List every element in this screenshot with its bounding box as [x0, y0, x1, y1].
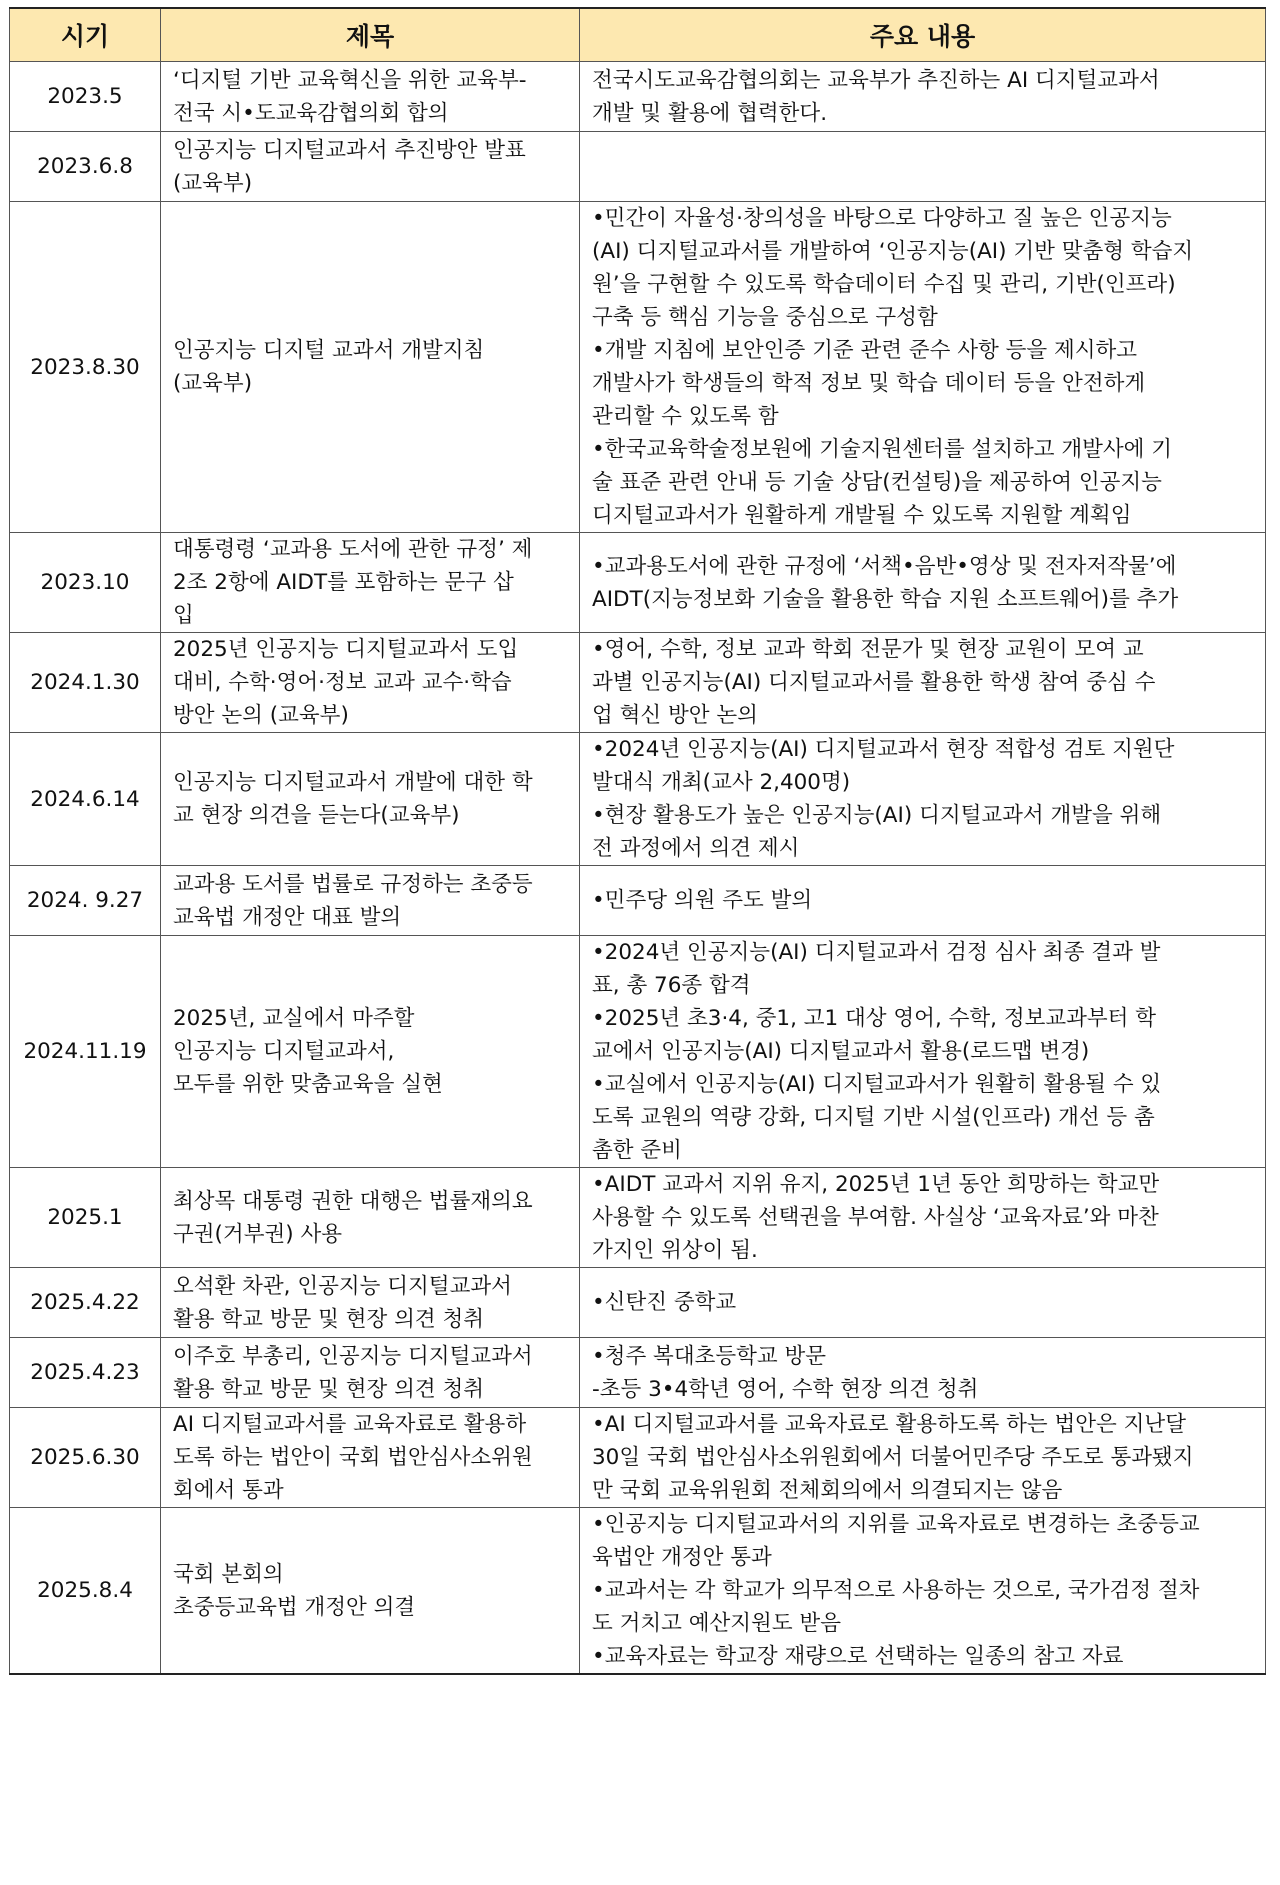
title-line: 방안 논의 (교육부) [173, 703, 349, 728]
content-line: •청주 복대초등학교 방문 [592, 1343, 827, 1369]
title-line: 인공지능 디지털 교과서 개발지침 [173, 338, 485, 363]
table-row [10, 533, 1266, 633]
header-title: 제목 [161, 8, 580, 62]
cell-date: 2025.8.4 [10, 1508, 161, 1675]
content-line: •교육자료는 학교장 재량으로 선택하는 일종의 참고 자료 [592, 1644, 1124, 1669]
cell-title [161, 733, 580, 866]
cell-title [161, 1508, 580, 1675]
timeline-table-container [9, 7, 1265, 1675]
cell-content [580, 132, 1266, 202]
title-line: 입 [173, 603, 194, 628]
cell-date: 2025.1 [10, 1168, 161, 1268]
content-line: 관리할 수 있도록 함 [592, 404, 779, 429]
content-line: •AIDT 교과서 지위 유지, 2025년 1년 동안 희망하는 학교만 [592, 1172, 1160, 1197]
table-row [10, 62, 1266, 132]
content-line: AIDT(지능정보화 기술을 활용한 학습 지원 소프트웨어)를 추가 [592, 586, 1179, 612]
title-line: 교 현장 의견을 듣는다(교육부) [173, 803, 460, 828]
table-body [10, 62, 1266, 1675]
content-line: 촘한 준비 [592, 1138, 682, 1163]
cell-title [161, 533, 580, 633]
content-line: 30일 국회 법안심사소위원회에서 더불어민주당 주도로 통과됐지 [592, 1445, 1194, 1470]
cell-content [580, 1268, 1266, 1338]
header-date: 시기 [10, 8, 161, 62]
title-line: 회에서 통과 [173, 1478, 284, 1503]
title-line: 이주호 부총리, 인공지능 디지털교과서 [173, 1343, 533, 1369]
title-line: 대비, 수학·영어·정보 교과 교수·학습 [173, 670, 512, 695]
cell-content [580, 866, 1266, 936]
content-line: 디지털교과서가 원활하게 개발될 수 있도록 지원할 계획임 [592, 503, 1132, 528]
title-line: 도록 하는 법안이 국회 법안심사소위원 [173, 1445, 533, 1470]
aidt-timeline-table [9, 7, 1266, 1675]
content-line: •한국교육학술정보원에 기술지원센터를 설치하고 개발사에 기 [592, 437, 1173, 462]
content-line: 개발사가 학생들의 학적 정보 및 학습 데이터 등을 안전하게 [592, 371, 1146, 396]
table-row [10, 866, 1266, 936]
cell-date: 2025.4.23 [10, 1338, 161, 1408]
cell-content [580, 1508, 1266, 1675]
title-line: AI 디지털교과서를 교육자료로 활용하 [173, 1412, 527, 1437]
content-line: 표, 총 76종 합격 [592, 973, 751, 998]
cell-content [580, 1338, 1266, 1408]
table-row [10, 1268, 1266, 1338]
content-line: •교실에서 인공지능(AI) 디지털교과서가 원활히 활용될 수 있 [592, 1072, 1162, 1097]
title-line: 모두를 위한 맞춤교육을 실현 [173, 1072, 443, 1097]
title-line: 최상목 대통령 권한 대행은 법률재의요 [173, 1188, 533, 1214]
cell-date: 2023.8.30 [10, 202, 161, 533]
title-line: 인공지능 디지털교과서 개발에 대한 학 [173, 770, 533, 795]
content-line: 도 거치고 예산지원도 받음 [592, 1611, 841, 1636]
table-row [10, 1338, 1266, 1408]
cell-date: 2024.1.30 [10, 633, 161, 733]
content-line: •민주당 의원 주도 발의 [592, 888, 813, 913]
cell-date: 2023.10 [10, 533, 161, 633]
content-line: •인공지능 디지털교과서의 지위를 교육자료로 변경하는 초중등교 [592, 1512, 1200, 1537]
cell-date: 2023.5 [10, 62, 161, 132]
content-line: •AI 디지털교과서를 교육자료로 활용하도록 하는 법안은 지난달 [592, 1412, 1186, 1437]
content-line: 업 혁신 방안 논의 [592, 703, 758, 728]
content-line: 도록 교원의 역량 강화, 디지털 기반 시설(인프라) 개선 등 촘 [592, 1105, 1155, 1130]
cell-date: 2025.4.22 [10, 1268, 161, 1338]
cell-date: 2024. 9.27 [10, 866, 161, 936]
cell-date: 2024.6.14 [10, 733, 161, 866]
title-line: 2025년, 교실에서 마주할 [173, 1006, 415, 1031]
title-line: (교육부) [173, 371, 253, 396]
content-line: 가지인 위상이 됨. [592, 1238, 758, 1263]
content-line: -초등 3•4학년 영어, 수학 현장 의견 청취 [592, 1376, 979, 1402]
title-line: 인공지능 디지털교과서, [173, 1039, 395, 1064]
cell-title [161, 1408, 580, 1508]
cell-title [161, 202, 580, 533]
table-row [10, 1508, 1266, 1675]
content-line: •2024년 인공지능(AI) 디지털교과서 현장 적합성 검토 지원단 [592, 737, 1175, 762]
content-line: 원’을 구현할 수 있도록 학습데이터 수집 및 관리, 기반(인프라) [592, 272, 1176, 297]
content-line: •민간이 자율성·창의성을 바탕으로 다양하고 질 높은 인공지능 [592, 206, 1172, 231]
cell-content [580, 533, 1266, 633]
table-row [10, 132, 1266, 202]
cell-title [161, 1338, 580, 1408]
content-line: •개발 지침에 보안인증 기준 관련 준수 사항 등을 제시하고 [592, 338, 1138, 363]
cell-title [161, 1268, 580, 1338]
title-line: 2025년 인공지능 디지털교과서 도입 [173, 637, 519, 662]
content-line: 전국시도교육감협의회는 교육부가 추진하는 AI 디지털교과서 [592, 67, 1160, 93]
cell-title [161, 62, 580, 132]
title-line: 초중등교육법 개정안 의결 [173, 1594, 416, 1620]
title-line: 국회 본회의 [173, 1561, 284, 1587]
content-line: •2024년 인공지능(AI) 디지털교과서 검정 심사 최종 결과 발 [592, 940, 1161, 965]
content-line: •현장 활용도가 높은 인공지능(AI) 디지털교과서 개발을 위해 [592, 803, 1162, 828]
content-line: •신탄진 중학교 [592, 1290, 737, 1315]
title-line: 오석환 차관, 인공지능 디지털교과서 [173, 1273, 512, 1299]
title-line: 대통령령 ‘교과용 도서에 관한 규정’ 제 [173, 537, 533, 562]
title-line: 구권(거부권) 사용 [173, 1221, 342, 1247]
cell-date: 2025.6.30 [10, 1408, 161, 1508]
cell-content [580, 1168, 1266, 1268]
cell-title [161, 1168, 580, 1268]
title-line: ‘디지털 기반 교육혁신을 위한 교육부- [173, 67, 527, 93]
table-row [10, 733, 1266, 866]
content-line: 술 표준 관련 안내 등 기술 상담(컨설팅)을 제공하여 인공지능 [592, 470, 1162, 495]
content-line: •교과용도서에 관한 규정에 ‘서책•음반•영상 및 전자저작물’에 [592, 553, 1177, 579]
content-line: 사용할 수 있도록 선택권을 부여함. 사실상 ‘교육자료’와 마찬 [592, 1205, 1159, 1230]
content-line: •2025년 초3·4, 중1, 고1 대상 영어, 수학, 정보교과부터 학 [592, 1006, 1157, 1031]
cell-content [580, 936, 1266, 1168]
cell-title [161, 633, 580, 733]
title-line: 교과용 도서를 법률로 규정하는 초중등 [173, 871, 533, 897]
cell-title [161, 132, 580, 202]
title-line: 활용 학교 방문 및 현장 의견 청취 [173, 1376, 485, 1402]
title-line: 2조 2항에 AIDT를 포함하는 문구 삽 [173, 570, 514, 595]
table-row [10, 936, 1266, 1168]
content-line: 과별 인공지능(AI) 디지털교과서를 활용한 학생 참여 중심 수 [592, 670, 1156, 695]
title-line: 전국 시•도교육감협의회 합의 [173, 100, 449, 126]
title-line: 활용 학교 방문 및 현장 의견 청취 [173, 1306, 485, 1332]
cell-date: 2023.6.8 [10, 132, 161, 202]
content-line: •교과서는 각 학교가 의무적으로 사용하는 것으로, 국가검정 절차 [592, 1578, 1200, 1603]
content-line: 교에서 인공지능(AI) 디지털교과서 활용(로드맵 변경) [592, 1039, 1090, 1064]
content-line: 전 과정에서 의견 제시 [592, 836, 800, 861]
cell-date: 2024.11.19 [10, 936, 161, 1168]
content-line: 만 국회 교육위원회 전체회의에서 의결되지는 않음 [592, 1478, 1063, 1503]
cell-content [580, 1408, 1266, 1508]
content-line: 개발 및 활용에 협력한다. [592, 100, 828, 126]
cell-title [161, 866, 580, 936]
header-row [10, 8, 1266, 62]
header-content: 주요 내용 [580, 8, 1266, 62]
cell-content [580, 633, 1266, 733]
cell-content [580, 202, 1266, 533]
table-row [10, 1408, 1266, 1508]
title-line: 교육법 개정안 대표 발의 [173, 904, 402, 930]
content-line: (AI) 디지털교과서를 개발하여 ‘인공지능(AI) 기반 맞춤형 학습지 [592, 239, 1194, 264]
table-row [10, 202, 1266, 533]
cell-content [580, 62, 1266, 132]
cell-content [580, 733, 1266, 866]
cell-title [161, 936, 580, 1168]
content-line: 발대식 개최(교사 2,400명) [592, 770, 851, 795]
content-line: •영어, 수학, 정보 교과 학회 전문가 및 현장 교원이 모여 교 [592, 637, 1144, 662]
table-row [10, 633, 1266, 733]
content-line: 육법안 개정안 통과 [592, 1545, 772, 1570]
content-line: 구축 등 핵심 기능을 중심으로 구성함 [592, 305, 938, 330]
title-line: 인공지능 디지털교과서 추진방안 발표 [173, 137, 526, 163]
table-row [10, 1168, 1266, 1268]
title-line: (교육부) [173, 170, 253, 196]
